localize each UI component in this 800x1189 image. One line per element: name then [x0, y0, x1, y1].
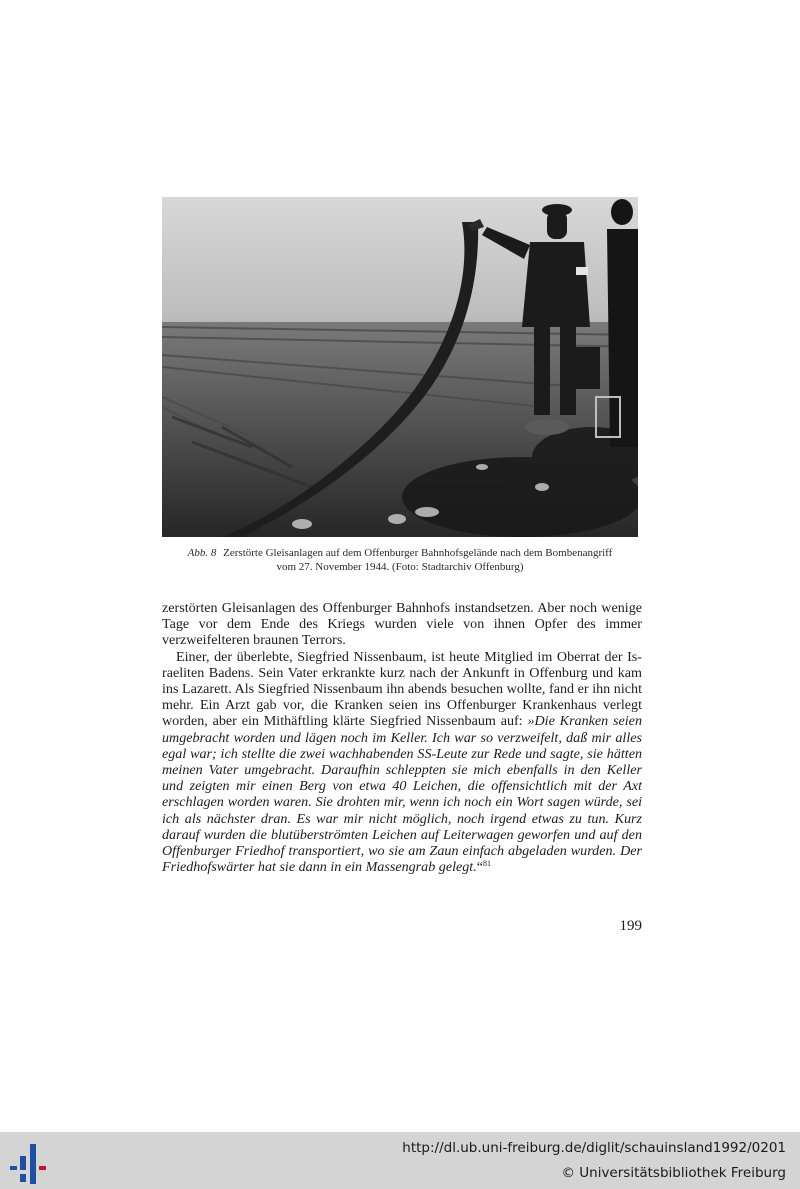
ub-freiburg-logo-icon	[10, 1138, 50, 1184]
body-text	[162, 600, 642, 875]
page-number: 199	[619, 918, 642, 934]
paragraph-1: zerstörten Gleisanlagen des Offenburger Bahnhofs instandsetzen. Aber noch wenige Tage vor dem Ende des Kriegs wurden viele von ihnen Opfer des immer verzweifelteren braunen Terrors.	[162, 600, 642, 649]
quote-end: “	[476, 859, 484, 876]
caption-line-2: vom 27. November 1944. (Foto: Stadtarchiv Offenburg)	[276, 561, 524, 573]
footnote-ref[interactable]: 81	[483, 859, 492, 869]
quote-text: »Die Kranken seien umgebracht worden und lägen noch im Keller. Ich war so verzweifelt, daß mir alles egal war; ich stellte die zwei wachhabenden SS-Leute zur Rede und sagte, sie hätten meinen Vater umgebracht. Daraufhin schleppten sie mich ebenfalls in den Keller und zeigten mir einen Berg von etwa 40 Leichen, die offensichtlich mit der Axt erschlagen worden waren. Sie drohten mir, wenn ich noch ein Wort sagen würde, sei ich als nächster dran. Es war mir nicht möglich, noch irgend etwas zu tun. Kurz darauf wurden die blutüberströmten Leichen auf Leiterwagen geworfen und auf den Offenburger Friedhof transportiert, wo sie am Zaun einfach abgeladen wurden. Der Friedhofswärter hat sie dann in ein Massengrab gelegt.	[162, 713, 642, 876]
source-url-link[interactable]: http://dl.ub.uni-freiburg.de/diglit/schauinsland1992/0201	[402, 1140, 786, 1156]
copyright-text: © Universitätsbibliothek Freiburg	[561, 1165, 786, 1181]
caption-line-1: Zerstörte Gleisanlagen auf dem Offenburger Bahnhofsgelände nach dem Bombenangriff	[223, 547, 613, 559]
figure-caption	[162, 546, 638, 574]
historical-photo	[162, 197, 638, 537]
footer-bar	[0, 1132, 800, 1189]
paragraph-2-intro: Einer, der überlebte, Siegfried Nissenbaum, ist heute Mitglied im Oberrat der Israeliten Badens. Sein Vater erkrankte kurz nach der Ankunft in Offenburg und kam ins Lazarett. Als Siegfried Nissenbaum ihn abends besuchen wollte, fand er ihn nicht mehr. Ein Arzt gab vor, die Kranken seien ins Offenburger Krankenhaus verlegt worden, aber ein Mithäftling klärte Siegfried Nissenbaum auf:	[162, 648, 642, 730]
paragraph-2	[162, 649, 642, 876]
figure-label: Abb. 8	[187, 547, 217, 559]
